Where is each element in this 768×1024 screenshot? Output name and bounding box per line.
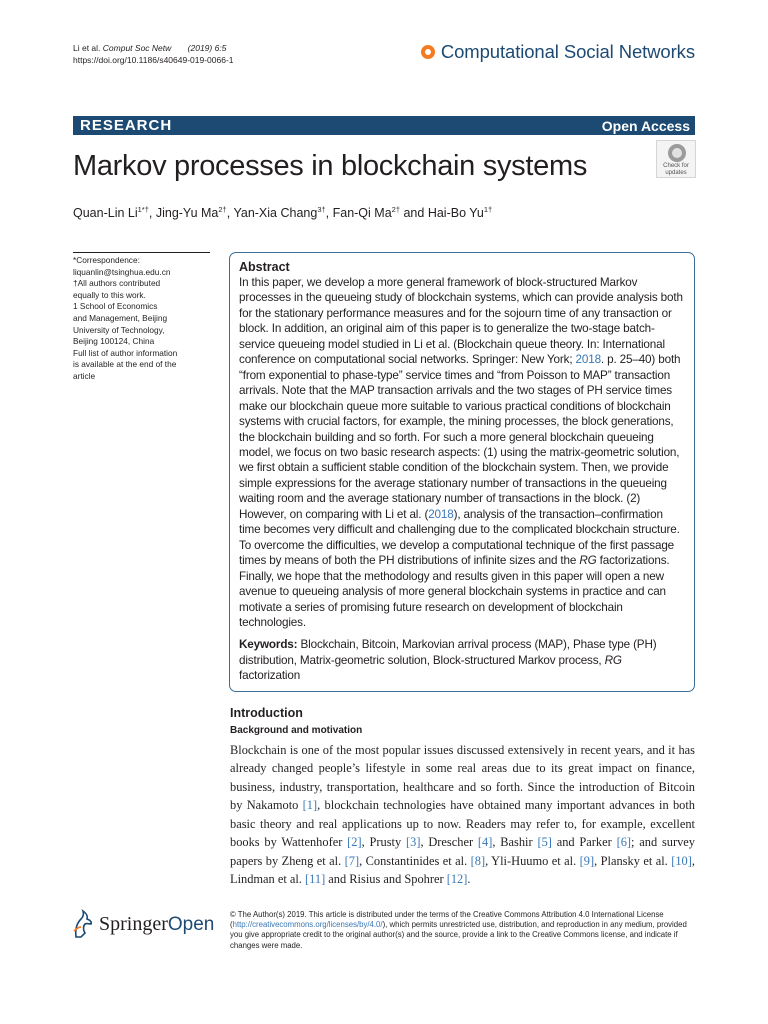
doi-link[interactable]: https://doi.org/10.1186/s40649-019-0066-1 (73, 55, 234, 65)
author-affiliation-marker: 1*† (137, 205, 149, 214)
note-line: Beijing 100124, China (73, 336, 155, 347)
open-access-label: Open Access (601, 117, 690, 134)
note-line: †All authors contributed (73, 278, 161, 289)
abstract-heading: Abstract (239, 260, 290, 274)
license-notice: © The Author(s) 2019. This article is distributed under the terms of the Creative Commons Attribution 4.0 International License (http://creativecommons.org/licenses/by/4.0/), which permits unrestricted use, distribution, and reproduction in any medium, provided you give appropriate credit to the original author(s) and the source, provide a link to the Creative Commons license, and indicate if changes were made. (230, 910, 687, 950)
journal-logo-icon (421, 45, 435, 59)
citation-link[interactable]: 2018 (428, 507, 454, 521)
article-type: RESEARCH (80, 117, 173, 134)
reference-link[interactable]: [9] (579, 853, 595, 868)
check-for-updates-icon (668, 144, 686, 162)
citation-journal: Comput Soc Netw (102, 43, 172, 53)
reference-link[interactable]: [7] (344, 853, 360, 868)
author-affiliation-marker: 2† (391, 205, 400, 214)
keywords-label: Keywords: (239, 638, 298, 652)
correspondence-email[interactable]: liquanlin@tsinghua.edu.cn (73, 266, 171, 277)
keywords: Keywords: Blockchain, Bitcoin, Markovian arrival process (MAP), Phase type (PH) distribution, Matrix-geometric solution, Block-structured Markov process, RG factorization (239, 638, 657, 683)
author-affiliation-marker: 1† (483, 205, 493, 214)
check-for-updates-badge[interactable] (656, 140, 696, 178)
reference-link[interactable]: [1] (302, 798, 318, 813)
citation-authors: Li et al. (73, 43, 101, 53)
note-line: equally to this work. (73, 289, 146, 300)
publisher-name: SpringerOpen (99, 912, 215, 935)
check-for-updates-text: Check for updates (663, 163, 689, 176)
side-notes-divider (73, 252, 210, 253)
note-line: 1 School of Economics (73, 301, 158, 312)
citation-year: (2019) 6:5 (187, 43, 227, 53)
reference-link[interactable]: [5] (537, 835, 552, 850)
citation-link[interactable]: 2018 (575, 353, 601, 367)
author-name[interactable]: Quan-Lin Li (73, 206, 138, 220)
author-affiliation-marker: 2† (218, 205, 227, 214)
note-line: is available at the end of the (73, 359, 177, 370)
intro-paragraph: Blockchain is one of the most popular issues discussed extensively in recent years, and it has already changed people’s lifestyle in some real areas due to its great impact on finance, business, industry, transportation, healthcare and so forth. Since the introduction of Bitcoin by Nakamoto [1], blockchain technologies have obtained many important advances in both basic theory and real applications up to now. Readers may refer to, for example, excellent books by Wattenhofer [2], Prusty [3], Drescher [4], Bashir [5] and Parker [6]; and survey papers by Zheng et al. [7], Constantinides et al. [8], Yli-Huumo et al. [9], Plansky et al. [10], Lindman et al. [11] and Risius and Spohrer [12]. (230, 743, 696, 887)
reference-link[interactable]: [11] (305, 872, 326, 887)
journal-brand[interactable] (421, 41, 695, 63)
reference-link[interactable]: [8] (470, 853, 486, 868)
note-line: Full list of author information (73, 347, 178, 358)
reference-link[interactable]: [2] (347, 835, 362, 850)
paper-title: Markov processes in blockchain systems (73, 150, 588, 182)
article-citation (73, 42, 234, 66)
abstract-box (229, 252, 695, 692)
correspondence-notes (73, 255, 215, 383)
journal-name: Computational Social Networks (440, 41, 695, 62)
reference-link[interactable]: [12] (446, 872, 468, 887)
license-link[interactable]: http://creativecommons.org/licenses/by/4.0/ (232, 920, 383, 930)
author-list: Quan-Lin $Li^{1*\dagger}$, Jing-Yu $Ma^{2\dagger}$, Yan-Xia Chang$^{3\dagger}$, Fan-Qi $Ma^{2\dagger}$ and Hai-Bo $Yu^{1\dagger}$ (73, 205, 493, 220)
abstract-text: In this paper, we develop a more general framework of block-structured Markov processes in the queueing study of blockchain systems, which can provide analysis both for the stationary performance measures and for the sojourn time of any transaction or block. In addition, an original aim of this paper is to generalize the two-stage batch-service queueing model studied in Li et al. (Blockchain queue theory. In: International conference on computational social networks. Springer: New York; 2018. p. 25–40) both “from exponential to phase-type” service times and “from Poisson to MAP” transaction arrivals. Note that the MAP transaction arrivals and the two stages of PH service times make our blockchain queue more suitable to various practical conditions of blockchain systems with crucial factors, for example, the mining processes, the block generations, the blockchain building and so forth. For such a more general blockchain queueing model, we focus on two basic research aspects: (1) using the matrix-geometric solution, we first obtain a sufficient stable condition of the blockchain system. Then, we provide simple expressions for the average stationary number of transactions in the queueing waiting room and the average stationary number of transactions in the block. (2) However, on comparing with Li et al. (2018), analysis of the transaction–confirmation time becomes very difficult and challenging due to the complicated blockchain structure. To overcome the difficulties, we develop a computational technique of the first passage times by means of both the PH distributions of infinite sizes and the RG factorizations. Finally, we hope that the methodology and results given in this paper will open a new avenue to queueing analysis of more general blockchain systems in practice and can motivate a series of promising future research on development of blockchain technologies. (239, 276, 683, 629)
subsection-heading: Background and motivation (230, 725, 363, 736)
note-line: *Correspondence: (73, 255, 140, 265)
author-name[interactable]: Hai-Bo Yu (427, 206, 484, 220)
author-affiliation-marker: 3† (317, 205, 326, 214)
note-line: article (73, 370, 96, 381)
note-line: and Management, Beijing (73, 312, 168, 323)
author-name[interactable]: Yan-Xia Chang (233, 206, 318, 220)
author-name[interactable]: Jing-Yu Ma (155, 206, 219, 220)
note-line: University of Technology, (73, 324, 165, 335)
article-type-banner (73, 116, 695, 135)
springer-horse-icon (72, 909, 94, 939)
reference-link[interactable]: [6] (616, 835, 632, 850)
reference-link[interactable]: [4] (477, 835, 493, 850)
section-heading: Introduction (230, 706, 303, 720)
author-name[interactable]: Fan-Qi Ma (332, 206, 392, 220)
reference-link[interactable]: [3] (406, 835, 421, 850)
reference-link[interactable]: [10] (671, 853, 692, 868)
publisher-logo (72, 909, 214, 939)
